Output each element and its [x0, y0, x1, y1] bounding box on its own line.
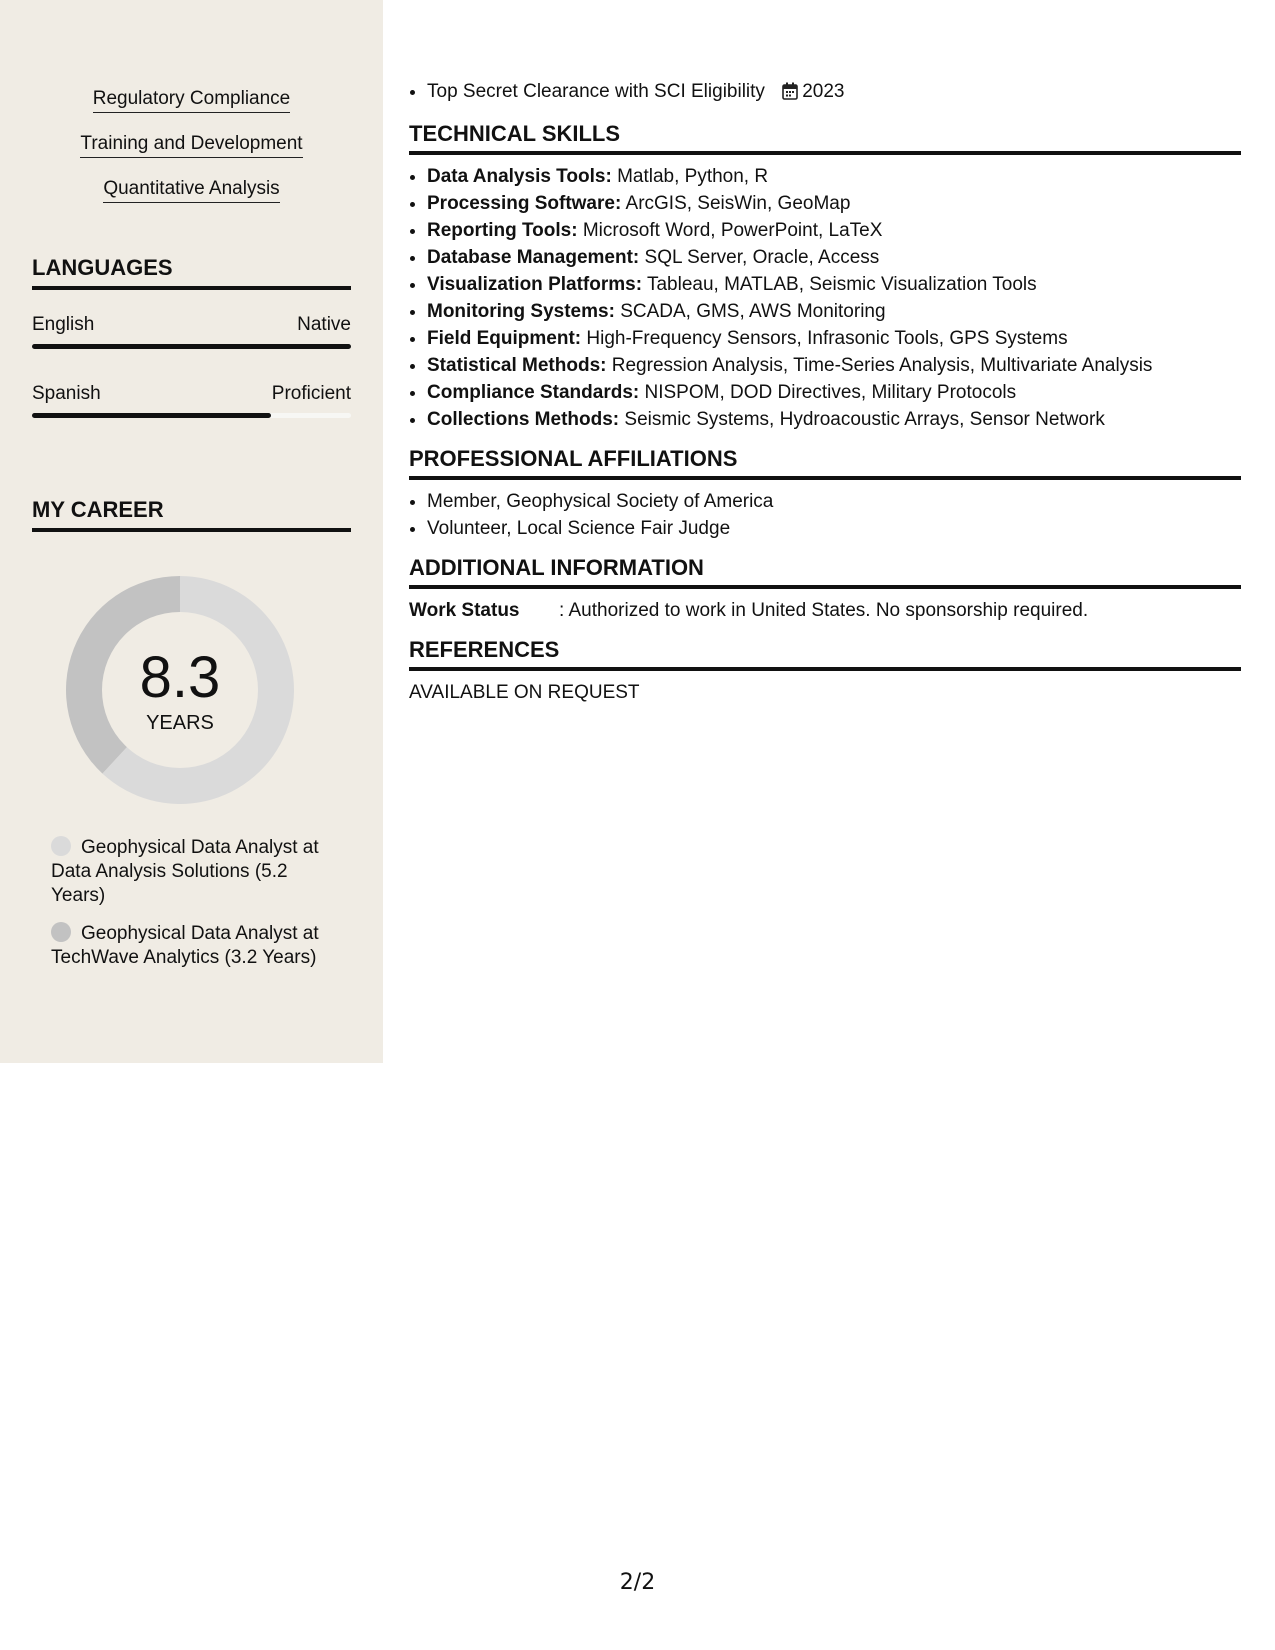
skill-label: Monitoring Systems: — [427, 301, 615, 322]
page-number: 2/2 — [619, 1570, 656, 1595]
additional-info-heading: ADDITIONAL INFORMATION — [409, 554, 1241, 589]
skill-tag: Regulatory Compliance — [93, 87, 291, 113]
affiliation-item: • Member, Geophysical Society of America — [427, 488, 1241, 515]
language-proficiency-fill — [32, 344, 351, 349]
language-name: Spanish — [32, 383, 101, 404]
skill-item — [427, 298, 1241, 325]
skill-value: Microsoft Word, PowerPoint, LaTeX — [582, 220, 883, 241]
work-status-row — [409, 597, 1241, 624]
language-row — [32, 382, 351, 406]
certification-name: Top Secret Clearance with SCI Eligibility — [427, 81, 765, 102]
skill-item — [427, 163, 1241, 190]
legend-dot — [51, 922, 71, 942]
skill-item — [427, 325, 1241, 352]
skill-value: Matlab, Python, R — [617, 166, 769, 187]
skill-item — [427, 406, 1241, 433]
skill-value: SCADA, GMS, AWS Monitoring — [620, 301, 886, 322]
skill-value: Seismic Systems, Hydroacoustic Arrays, Sensor Network — [624, 409, 1105, 430]
skill-item — [427, 244, 1241, 271]
skill-tag: Quantitative Analysis — [103, 177, 279, 203]
skill-item — [427, 217, 1241, 244]
language-row — [32, 313, 351, 337]
languages-heading: LANGUAGES — [32, 253, 351, 290]
career-donut-chart — [66, 576, 294, 804]
affiliation-item: • Volunteer, Local Science Fair Judge — [427, 515, 1241, 542]
work-status-value: : Authorized to work in United States. No sponsorship required. — [559, 600, 1089, 621]
language-proficiency-bar — [32, 413, 351, 418]
skill-item — [427, 190, 1241, 217]
affiliations-heading: PROFESSIONAL AFFILIATIONS — [409, 445, 1241, 480]
technical-skills-heading: TECHNICAL SKILLS — [409, 120, 1241, 155]
sidebar — [0, 0, 383, 1063]
career-legend-label: Geophysical Data Analyst at TechWave Analytics (3.2 Years) — [51, 923, 319, 968]
language-level: Native — [297, 314, 351, 335]
certifications-list — [409, 78, 1241, 108]
career-legend-item — [51, 922, 341, 970]
skill-label: Processing Software: — [427, 193, 622, 214]
skill-value: High-Frequency Sensors, Infrasonic Tools, GPS Systems — [586, 328, 1068, 349]
skill-label: Data Analysis Tools: — [427, 166, 612, 187]
calendar-icon — [782, 81, 798, 108]
career-legend-item — [51, 836, 341, 908]
skill-value: Tableau, MATLAB, Seismic Visualization Tools — [646, 274, 1037, 295]
language-proficiency-fill — [32, 413, 271, 418]
work-status-label: Work Status — [409, 600, 520, 621]
skill-value: SQL Server, Oracle, Access — [644, 247, 880, 268]
skill-item — [427, 379, 1241, 406]
language-name: English — [32, 314, 95, 335]
career-total: 8.3 — [139, 645, 221, 710]
skill-label: Database Management: — [427, 247, 640, 268]
main-content — [409, 78, 1241, 706]
skill-value: NISPOM, DOD Directives, Military Protocols — [644, 382, 1017, 403]
career-heading: MY CAREER — [32, 495, 351, 532]
affiliations-list — [409, 488, 1241, 542]
skill-tag: Training and Development — [80, 132, 302, 158]
skill-label: Field Equipment: — [427, 328, 582, 349]
skill-label: Collections Methods: — [427, 409, 620, 430]
skill-item — [427, 352, 1241, 379]
skill-value: ArcGIS, SeisWin, GeoMap — [625, 193, 851, 214]
skill-label: Reporting Tools: — [427, 220, 578, 241]
language-proficiency-bar — [32, 344, 351, 349]
legend-dot — [51, 836, 71, 856]
certification-item — [427, 78, 1241, 108]
career-unit: YEARS — [146, 712, 214, 734]
skill-tags — [0, 87, 383, 222]
skill-label: Visualization Platforms: — [427, 274, 643, 295]
technical-skills-list — [409, 163, 1241, 433]
references-heading: REFERENCES — [409, 636, 1241, 671]
skill-item — [427, 271, 1241, 298]
certification-year: 2023 — [802, 81, 845, 102]
skill-label: Compliance Standards: — [427, 382, 640, 403]
language-level: Proficient — [271, 383, 351, 404]
skill-value: Regression Analysis, Time-Series Analysis, Multivariate Analysis — [611, 355, 1153, 376]
career-legend-label: Geophysical Data Analyst at Data Analysis Solutions (5.2 Years) — [51, 837, 319, 906]
skill-label: Statistical Methods: — [427, 355, 607, 376]
references-text: AVAILABLE ON REQUEST — [409, 682, 640, 703]
